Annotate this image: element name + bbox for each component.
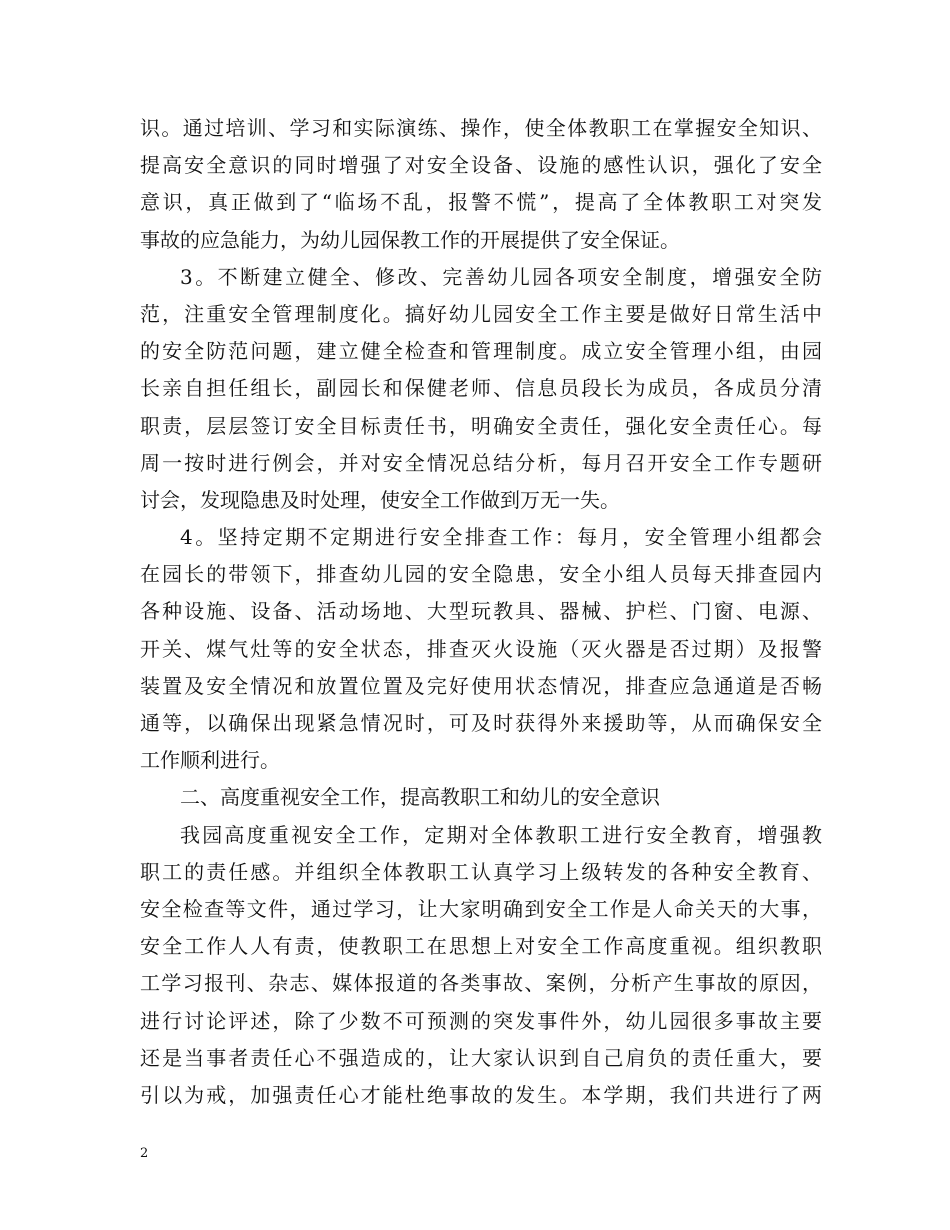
text-line: 范，注重安全管理制度化。搞好幼儿园安全工作主要是做好日常生活中	[140, 301, 822, 326]
text-line: 识。通过培训、学习和实际演练、操作，使全体教职工在掌握安全知识、	[140, 116, 822, 140]
text-line: 二、高度重视安全工作，提高教职工和幼儿的安全意识	[180, 785, 660, 810]
text-line: 进行讨论评述，除了少数不可预测的突发事件外，幼儿园很多事故主要	[140, 1008, 822, 1033]
text-line: 提高安全意识的同时增强了对安全设备、设施的感性认识，强化了安全	[140, 153, 822, 178]
text-line: 通等，以确保出现紧急情况时，可及时获得外来援助等，从而确保安全	[140, 711, 822, 735]
text-line: 安全工作人人有责，使教职工在思想上对安全工作高度重视。组织教职	[140, 934, 822, 959]
text-line: 引以为戒，加强责任心才能杜绝事故的发生。本学期，我们共进行了两	[140, 1082, 822, 1107]
text-line: 的安全防范问题，建立健全检查和管理制度。成立安全管理小组，由园	[140, 339, 822, 364]
text-line: 我园高度重视安全工作，定期对全体教职工进行安全教育，增强教	[180, 822, 822, 847]
text-line: 事故的应急能力，为幼儿园保教工作的开展提供了安全保证。	[140, 227, 680, 252]
text-line: 周一按时进行例会，并对安全情况总结分析，每月召开安全工作专题研	[140, 450, 822, 475]
text-line: 意识，真正做到了“临场不乱，报警不慌”，提高了全体教职工对突发	[140, 190, 822, 215]
text-line: 讨会，发现隐患及时处理，使安全工作做到万无一失。	[140, 487, 620, 512]
text-line: 还是当事者责任心不强造成的，让大家认识到自己肩负的责任重大，要	[140, 1045, 822, 1070]
text-line: 职责，层层签订安全目标责任书，明确安全责任，强化安全责任心。每	[140, 413, 822, 438]
page-number: 2	[140, 1146, 149, 1161]
text-line: 职工的责任感。并组织全体教职工认真学习上级转发的各种安全教育、	[140, 859, 822, 884]
text-line: 开关、煤气灶等的安全状态，排查灭火设施（灭火器是否过期）及报警	[140, 636, 822, 661]
body-text	[140, 110, 822, 1114]
text-line: 长亲自担任组长，副园长和保健老师、信息员段长为成员，各成员分清	[140, 376, 822, 401]
text-line: 安全检查等文件，通过学习，让大家明确到安全工作是人命关天的大事，	[140, 896, 822, 921]
text-line: 4。坚持定期不定期进行安全排查工作：每月，安全管理小组都会	[180, 525, 822, 550]
text-line: 各种设施、设备、活动场地、大型玩教具、器械、护栏、门窗、电源、	[140, 599, 822, 624]
text-line: 3。不断建立健全、修改、完善幼儿园各项安全制度，增强安全防	[180, 264, 822, 289]
text-line: 在园长的带领下，排查幼儿园的安全隐患，安全小组人员每天排查园内	[140, 562, 822, 587]
text-line: 装置及安全情况和放置位置及完好使用状态情况，排查应急通道是否畅	[140, 673, 822, 698]
text-line: 工学习报刊、杂志、媒体报道的各类事故、案例，分析产生事故的原因，	[140, 971, 822, 996]
text-line: 工作顺利进行。	[140, 748, 280, 773]
